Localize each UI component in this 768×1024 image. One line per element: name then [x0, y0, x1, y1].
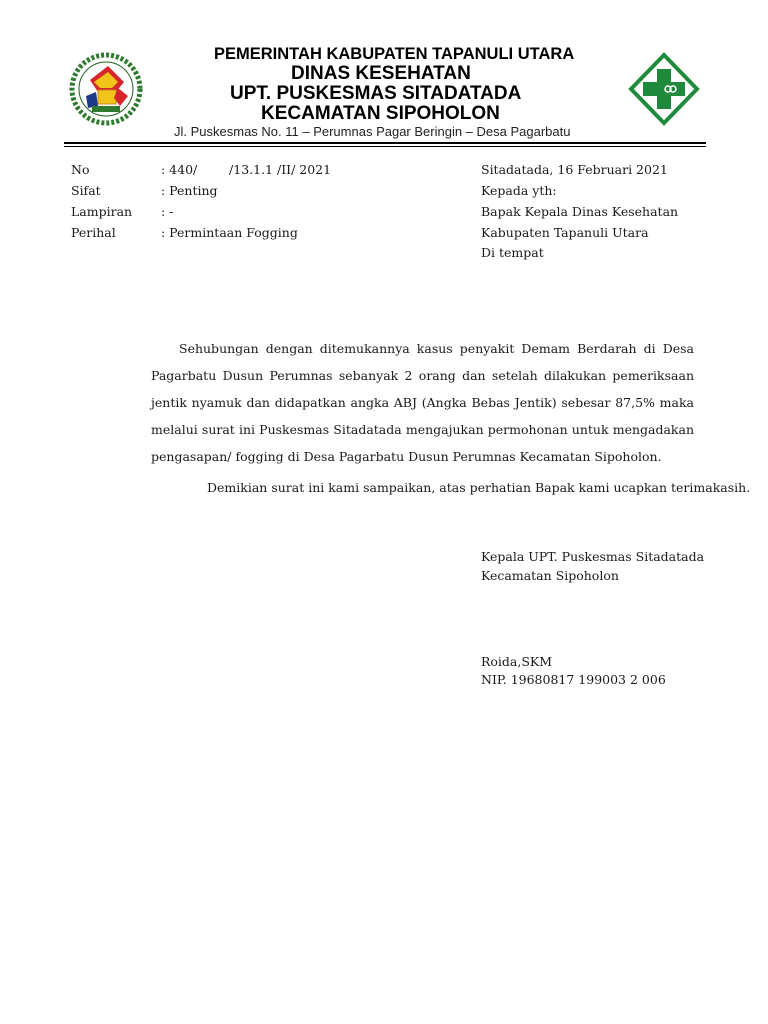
letter-number-label: No — [71, 162, 90, 177]
letterhead-address: Jl. Puskesmas No. 11 – Perumnas Pagar Beringin – Desa Pagarbatu — [174, 124, 571, 139]
letterhead-puskesmas: UPT. PUSKESMAS SITADATADA — [230, 83, 522, 104]
letterhead-government: PEMERINTAH KABUPATEN TAPANULI UTARA — [214, 45, 575, 63]
recipient-line-3: Di tempat — [481, 245, 544, 260]
body-paragraph: Sehubungan dengan ditemukannya kasus penyakit Demam Berdarah di Desa Pagarbatu Dusun Perumnas sebanyak 2 orang dan setelah dilakukan pemeriksaan jentik nyamuk dan didapatkan angka ABJ (Angka Bebas Jentik) sebesar 87,5% maka melalui surat ini Puskesmas Sitadatada mengajukan permohonan untuk mengadakan pengasapan/ fogging di Desa Pagarbatu Dusun Perumnas Kecamatan Sipoholon. — [151, 341, 694, 464]
letter-date: Sitadatada, 16 Februari 2021 — [481, 162, 668, 177]
letter-number-value: : 440/ /13.1.1 /II/ 2021 — [161, 162, 332, 177]
recipient-line-1: Bapak Kepala Dinas Kesehatan — [481, 204, 679, 219]
signatory-title-2: Kecamatan Sipoholon — [481, 568, 619, 583]
letter-subject-label: Perihal — [71, 225, 116, 240]
letterhead-district: KECAMATAN SIPOHOLON — [261, 103, 500, 124]
signatory-name: Roida,SKM — [481, 654, 553, 669]
signatory-title-1: Kepala UPT. Puskesmas Sitadatada — [481, 549, 705, 564]
letter-nature-label: Sifat — [71, 183, 101, 198]
letterhead-department: DINAS KESEHATAN — [291, 63, 471, 84]
letter-attachment-value: : - — [161, 204, 174, 219]
signatory-nip: NIP. 19680817 199003 2 006 — [481, 672, 666, 687]
closing-sentence: Demikian surat ini kami sampaikan, atas perhatian Bapak kami ucapkan terimakasih. — [207, 480, 751, 495]
regency-emblem-logo — [68, 52, 144, 126]
recipient-salutation: Kepada yth: — [481, 183, 557, 198]
puskesmas-logo — [628, 52, 700, 126]
letter-attachment-label: Lampiran — [71, 204, 133, 219]
letterhead-rule-thick — [64, 142, 706, 144]
recipient-line-2: Kabupaten Tapanuli Utara — [481, 225, 649, 240]
letterhead-rule-thin — [64, 146, 706, 147]
letter-subject-value: : Permintaan Fogging — [161, 225, 298, 240]
letter-nature-value: : Penting — [161, 183, 218, 198]
